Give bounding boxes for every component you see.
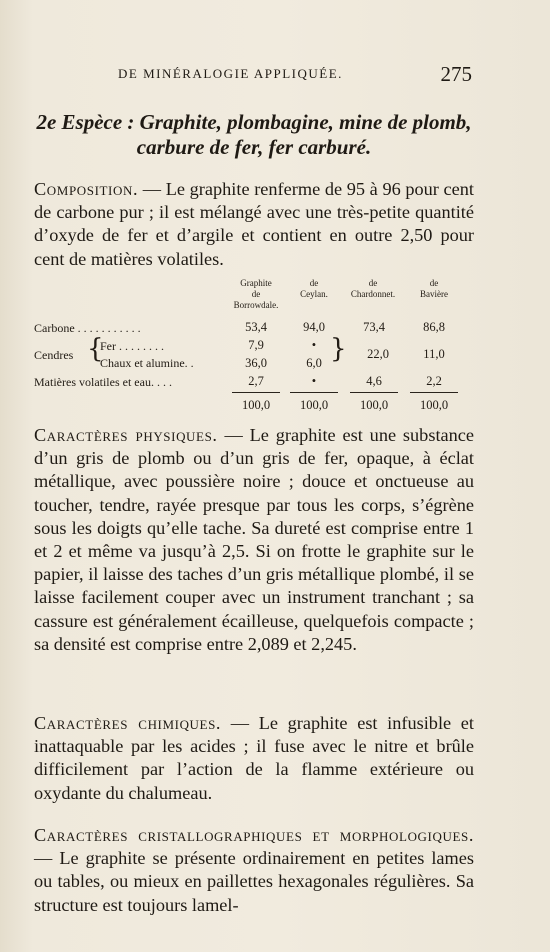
col-head-line: Graphite: [240, 278, 272, 288]
species-heading-line1: 2e Espèce : Graphite, plombagine, mine de plomb,: [36, 110, 472, 134]
composition-text: — Le graphite renferme de 95 à 96 pour cent de carbone pur ; il est mélangé avec une très-petite quantité d’oxyde de fer et d’argile et contient en outre 2,50 pour cent de matières volatiles.: [34, 179, 474, 269]
physical-text: — Le graphite est une substance d’un gris de plomb ou d’un gris de fer, opaque, à éclat métallique, avec poussière noire ; douce et onctueuse au toucher, tendre, rayée presque par tous les corps, s’égrène sous les doigts qu’elle tache. Sa dureté est comprise entre 1 et 2 et même va jusqu’à 2,5. Si on frotte le graphite sur le papier, il laisse des taches d’un gris métallique plombé, il se laisse facilement couper avec un instrument tranchant ; sa cassure est généralement écailleuse, quelquefois compacte ; sa densité est comprise entre 2,089 et 2,245.: [34, 425, 475, 654]
cell-carbone-chardonnet: 73,4: [363, 320, 385, 334]
brace-right: }: [330, 334, 347, 364]
physical-lead: Caractères physiques.: [34, 425, 218, 445]
cell-fer-ceylan: •: [311, 338, 317, 352]
row-label-fer: Fer . . . . . . . .: [100, 339, 164, 353]
cell-total-chardonnet: 100,0: [359, 398, 389, 412]
cell-volatiles-chardonnet: 4,6: [366, 374, 382, 388]
row-label-carbone: Carbone . . . . . . . . . . .: [34, 321, 141, 335]
cell-carbone-ceylan: 94,0: [303, 320, 325, 334]
crystal-text: — Le graphite se présente ordinairement en petites lames ou tables, ou mieux en paillettes hexagonales régulières. Sa structure est toujours lamel-: [34, 848, 474, 915]
col-head-line: de: [429, 278, 439, 288]
sum-rule: [290, 392, 338, 393]
brace-left: {: [87, 334, 104, 364]
sum-rule: [410, 392, 458, 393]
cell-chaux-borrowdale: 36,0: [245, 356, 267, 370]
col-head-line: Ceylan.: [300, 289, 328, 299]
running-title: DE MINÉRALOGIE APPLIQUÉE.: [118, 66, 343, 81]
cell-fer-borrowdale: 7,9: [248, 338, 264, 352]
crystal-lead: Caractères cristallographiques et morphologiques.: [34, 825, 474, 845]
col-head-baviere: [406, 278, 462, 300]
sum-rule: [350, 392, 398, 393]
col-head-ceylan: [288, 278, 340, 300]
species-heading-line2: carbure de fer, fer carburé.: [136, 135, 372, 159]
sum-rule: [232, 392, 280, 393]
composition-table: [34, 278, 474, 418]
composition-paragraph: [34, 178, 474, 271]
col-head-line: de: [309, 278, 319, 288]
composition-lead: Composition.: [34, 179, 139, 199]
cell-chaux-ceylan: 6,0: [306, 356, 322, 370]
col-head-line: Chardonnet.: [350, 289, 396, 299]
cell-total-baviere: 100,0: [419, 398, 449, 412]
cell-carbone-borrowdale: 53,4: [245, 320, 267, 334]
chemical-paragraph: [34, 712, 474, 805]
col-head-chardonnet: [340, 278, 406, 300]
col-head-borrowdale: [226, 278, 286, 311]
cell-volatiles-ceylan: •: [311, 374, 317, 388]
col-head-line: de: [368, 278, 378, 288]
chemical-text: — Le graphite est infusible et inattaquable par les acides ; il fuse avec le nitre et brûle difficilement par l’action de la flamme extérieure ou oxydante du chalumeau.: [34, 713, 474, 803]
cell-carbone-baviere: 86,8: [423, 320, 445, 334]
col-head-line: Borrowdale.: [233, 300, 279, 310]
chemical-lead: Caractères chimiques.: [34, 713, 222, 733]
cell-volatiles-baviere: 2,2: [426, 374, 442, 388]
cell-total-ceylan: 100,0: [299, 398, 329, 412]
species-heading: [34, 110, 474, 160]
cell-total-borrowdale: 100,0: [241, 398, 271, 412]
running-header: [0, 62, 550, 92]
crystal-paragraph: [34, 824, 474, 917]
page-number: 275: [440, 62, 472, 86]
cell-cendres-baviere: 11,0: [423, 347, 445, 361]
cell-cendres-chardonnet: 22,0: [367, 347, 389, 361]
col-head-line: de: [251, 289, 261, 299]
row-label-chaux: Chaux et alumine. .: [100, 356, 194, 370]
physical-paragraph: [34, 424, 474, 656]
row-label-cendres: Cendres: [34, 348, 74, 362]
cell-volatiles-borrowdale: 2,7: [248, 374, 264, 388]
row-label-volatiles: Matières volatiles et eau. . . .: [34, 375, 172, 389]
col-head-line: Bavière: [420, 289, 448, 299]
